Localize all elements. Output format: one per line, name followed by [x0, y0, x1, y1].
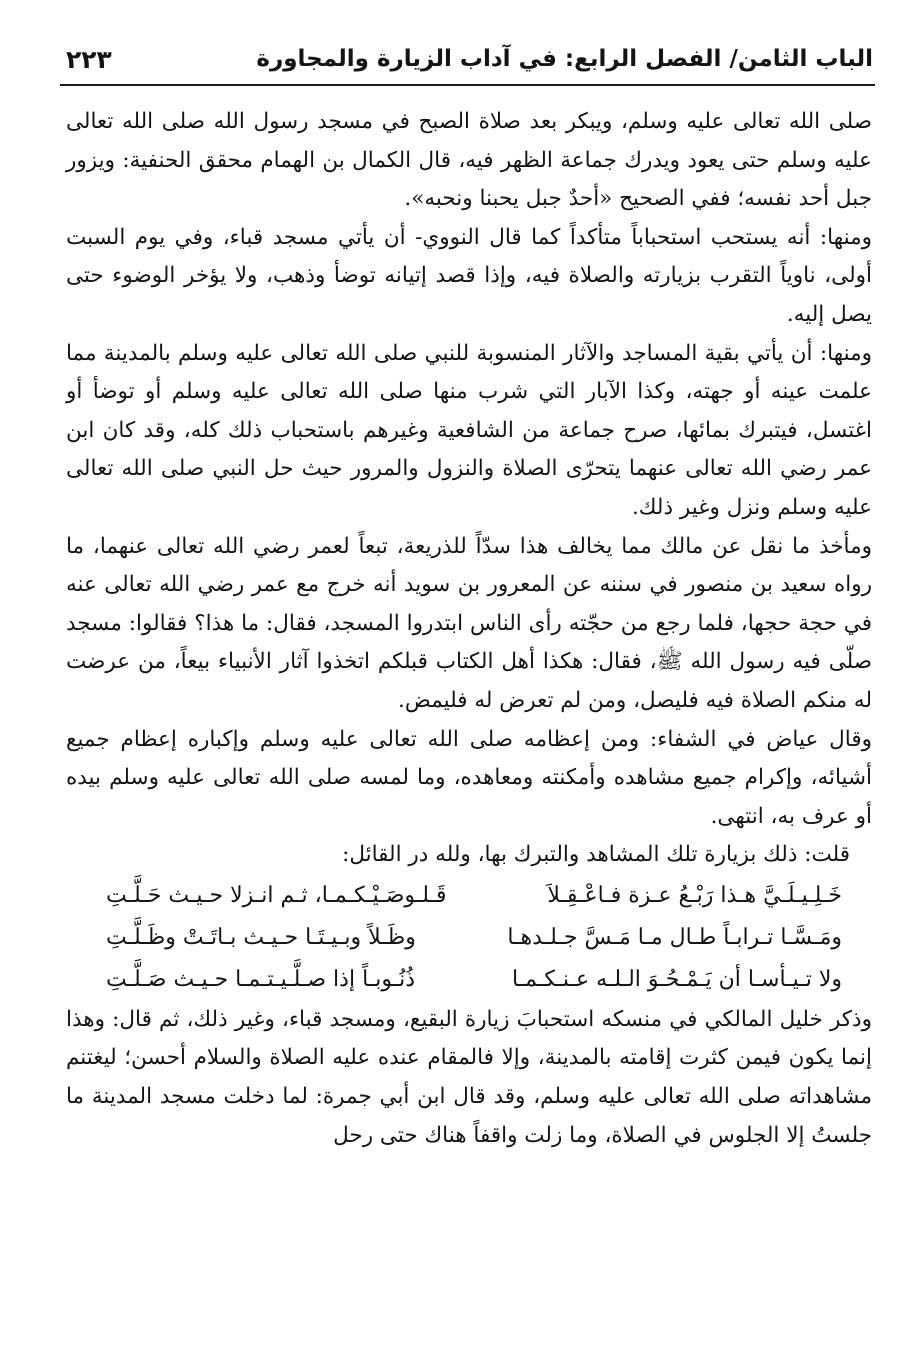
paragraph-3: ومنها: أن يأتي بقية المساجد والآثار المنسوبة للنبي صلى الله تعالى عليه وسلم بالمدينة مما علمت عينه أو جهته، وكذا الآبار التي شرب منها صلى الله تعالى عليه وسلم أو توضأ أو اغتسل، فيتبرك بمائها، صرح جماعة من الشافعية وغيرهم باستحباب ذلك كله، وقد كان ابن عمر رضي الله تعالى عنهما يتحرّى الصلاة والنزول والمرور حيث حل النبي صلى الله تعالى عليه وسلم ونزل وغير ذلك.	[66, 340, 872, 520]
running-header	[66, 38, 873, 80]
verse-line	[66, 917, 850, 959]
verse-second-hemistich: قَـلـوصَـيْـكـمـا، ثـم انـزلا حـيـث حَـلَّـتِ	[106, 882, 447, 908]
verse-first-hemistich: ولا تـيـأسـا أن يَـمْـحُـوَ الـلـه عـنـكـمـا	[512, 966, 842, 992]
paragraph-1: صلى الله تعالى عليه وسلم، ويبكر بعد صلاة الصبح في مسجد رسول الله صلى الله تعالى عليه وسلم حتى يعود ويدرك جماعة الظهر فيه، قال الكمال بن الهمام محقق الحنفية: ويزور جبل أحد نفسه؛ ففي الصحيح «أحدٌ جبل يحبنا ونحبه».	[66, 109, 872, 212]
header-rule	[60, 84, 875, 86]
text-body	[66, 103, 872, 1155]
page-number: ٢٢٣	[66, 44, 112, 74]
verse-intro: قلت: ذلك بزيارة تلك المشاهد والتبرك بها، ولله در القائل:	[342, 842, 850, 868]
verse-line	[66, 959, 850, 1001]
paragraph-4: ومأخذ ما نقل عن مالك مما يخالف هذا سدّاً للذريعة، تبعاً لعمر رضي الله تعالى عنهما، ما رواه سعيد بن منصور في سننه عن المعرور بن سويد أنه خرج مع عمر رضي الله تعالى عنه في حجة حجها، فلما رجع من حجّته رأى الناس ابتدروا المسجد، فقال: ما هذا؟ فقالوا: مسجد صلّى فيه رسول الله ﷺ، فقال: هكذا أهل الكتاب قبلكم اتخذوا آثار الأنبياء بيعاً، من عرضت له منكم الصلاة فيه فليصل، ومن لم تعرض له فليمض.	[66, 533, 872, 713]
verse-line	[66, 875, 850, 917]
verse-first-hemistich: ومَـسَّـا تـرابـاً طـال مـا مَـسَّ جـلـدهـا	[507, 924, 842, 950]
verse-first-hemistich: خَـلِـيـلَـيَّ هـذا رَبْـعُ عـزة فـاعْـقِـلاَ	[547, 882, 842, 908]
verse-second-hemistich: وظَـلاً وبـيـتَـا حـيـث بـاتَـتْ وظَـلَّـتِ	[106, 924, 416, 950]
paragraph-5: وقال عياض في الشفاء: ومن إعظامه صلى الله تعالى عليه وسلم وإكباره إعظام جميع أشيائه، وإكرام جميع مشاهده وأمكنته ومعاهده، وما لمسه صلى الله تعالى عليه وسلم بيده أو عرف به، انتهى.	[66, 726, 872, 829]
poem	[66, 875, 872, 1001]
running-title: الباب الثامن/ الفصل الرابع: في آداب الزيارة والمجاورة	[256, 46, 873, 72]
closing-paragraph: وذكر خليل المالكي في منسكه استحبابَ زيارة البقيع، ومسجد قباء، وغير ذلك، ثم قال: وهذا إنما يكون فيمن كثرت إقامته بالمدينة، وإلا فالمقام عنده عليه الصلاة والسلام أحسن؛ ليغتنم مشاهداته صلى الله تعالى عليه وسلم، وقد قال ابن أبي جمرة: لما دخلت مسجد المدينة ما جلستُ إلا الجلوس في الصلاة، وما زلت واقفاً هناك حتى رحل	[66, 1006, 872, 1148]
paragraph-2: ومنها: أنه يستحب استحباباً متأكداً كما قال النووي- أن يأتي مسجد قباء، وفي يوم السبت أولى، ناوياً التقرب بزيارته والصلاة فيه، وإذا قصد إتيانه توضأ وذهب، ولا يؤخر الوضوء حتى يصل إليه.	[66, 224, 872, 327]
verse-second-hemistich: ذُنُـوبـاً إذا صـلَّـيـتـمـا حـيـث صَـلَّـتِ	[106, 966, 416, 992]
